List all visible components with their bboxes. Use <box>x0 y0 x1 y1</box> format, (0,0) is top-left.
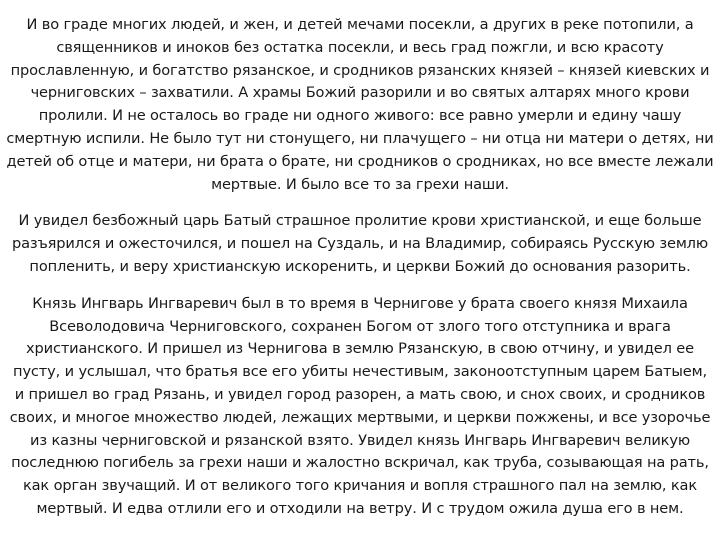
document-page <box>6 14 714 521</box>
text-line: и пришел во град Рязань, и увидел город разорен, а мать свою, и снох своих, и сродников <box>14 385 706 403</box>
text-line: пролили. И не осталось во граде ни одного живого: все равно умерли и едину чашу <box>38 107 682 125</box>
paragraph-1 <box>6 14 714 196</box>
text-line: черниговских – захватили. А храмы Божий разорили и во святых алтарях много крови <box>30 84 690 102</box>
text-line: попленить, и веру христианскую искоренить, и церкви Божий до основания разорить. <box>29 257 691 275</box>
text-line: христианского. И пришел из Чернигова в землю Рязанскую, в свою отчину, и увидел ее <box>26 340 694 358</box>
text-line: И во граде многих людей, и жен, и детей мечами посекли, а других в реке потопили, а <box>26 16 694 33</box>
text-line: последнюю погибель за грехи наши и жалостно вскричал, как труба, созывающая на рать, <box>11 454 709 472</box>
paragraph-2 <box>6 210 714 278</box>
text-line: мертвые. И было все то за грехи наши. <box>211 175 509 193</box>
text-line: прославленную, и богатство рязанское, и сродников рязанских князей – князей киевских и <box>10 61 710 79</box>
text-line: пусту, и услышал, что братья все его убиты нечестивым, законоотступным царем Батыем, <box>13 363 707 381</box>
paragraph-3 <box>6 293 714 521</box>
text-line: из казны черниговской и рязанской взято. Увидел князь Ингварь Ингваревич великую <box>30 431 690 449</box>
text-line: И увидел безбожный царь Батый страшное пролитие крови христианской, и еще больше <box>18 212 702 230</box>
text-line: своих, и многое множество людей, лежащих мертвыми, и церкви пожжены, и все узорочье <box>9 408 711 426</box>
text-line: смертную испили. Не было тут ни стонущего, ни плачущего – ни отца ни матери о детях, ни <box>6 129 714 147</box>
text-line: как орган звучащий. И от великого того кричания и вопля страшного пал на землю, как <box>22 477 698 495</box>
text-line: священников и иноков без остатка посекли, и весь град пожгли, и всю красоту <box>56 38 664 56</box>
text-line: детей об отце и матери, ни брата о брате, ни сродников о сродниках, но все вместе лежали <box>6 152 714 170</box>
text-line: Князь Ингварь Ингваревич был в то время в Чернигове у брата своего князя Михаила <box>32 294 688 312</box>
text-line: мертвый. И едва отлили его и отходили на ветру. И с трудом ожила душа его в нем. <box>36 499 684 517</box>
text-line: Всеволодовича Черниговского, сохранен Богом от злого того отступника и врага <box>49 317 671 335</box>
text-line: разъярился и ожесточился, и пошел на Суздаль, и на Владимир, собираясь Русскую землю <box>11 235 708 253</box>
